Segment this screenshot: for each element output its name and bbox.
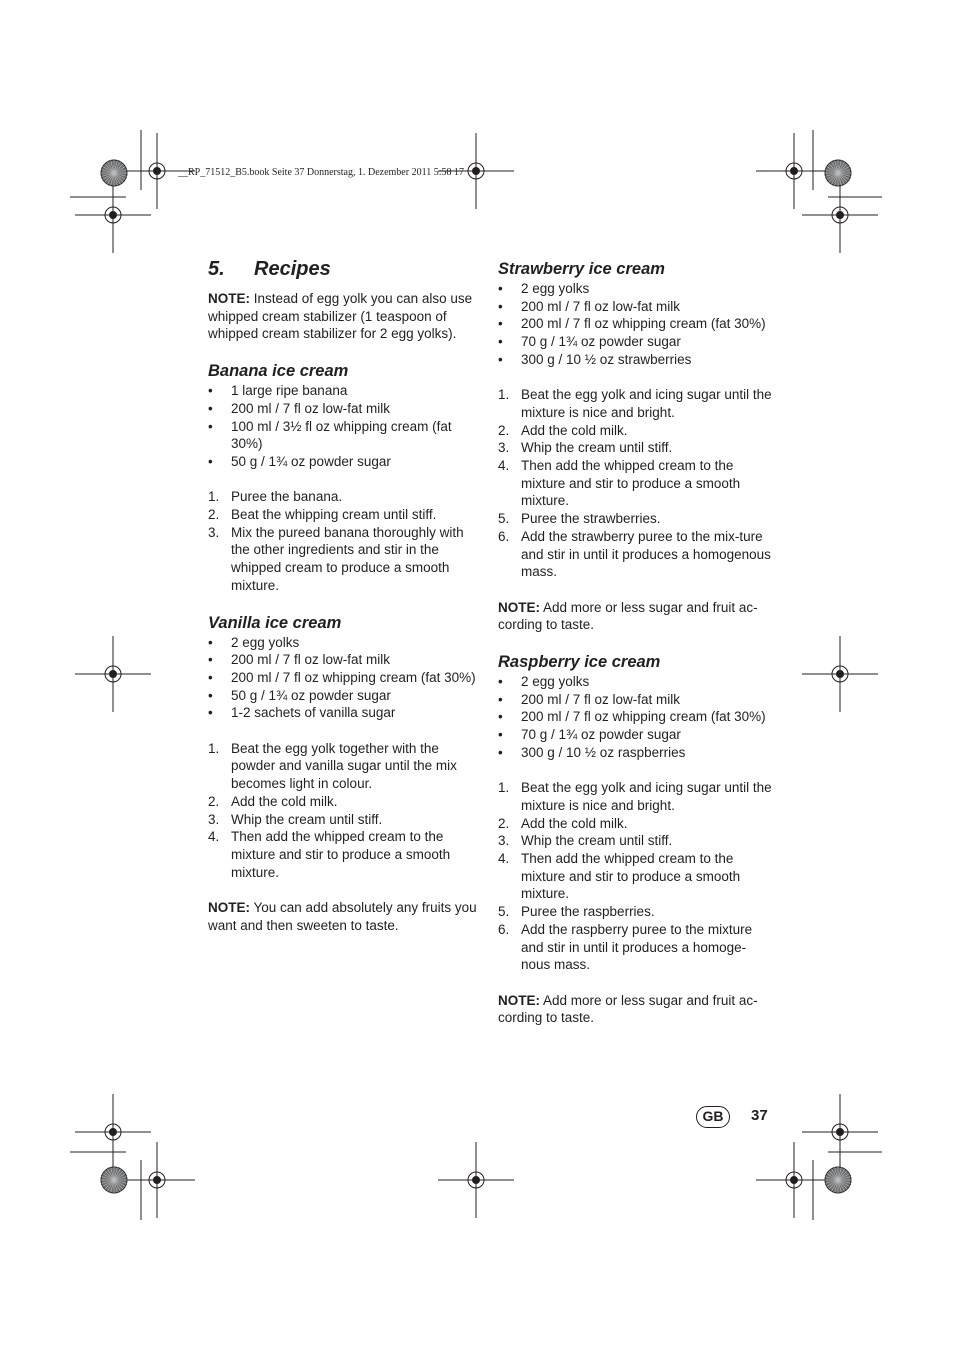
banana-heading: Banana ice cream: [208, 362, 349, 381]
banana-ingredients: [208, 382, 480, 471]
list-item: • 200 ml / 7 fl oz low-fat milk: [208, 400, 391, 416]
registration-mark-icon: [802, 636, 878, 712]
vanilla-ingredients: [208, 634, 480, 723]
raspberry-steps: [498, 779, 773, 974]
list-item: • 2 egg yolks: [498, 281, 590, 296]
strawberry-note: NOTE: Add more or less sugar and fruit ac-cording to taste.: [498, 599, 758, 633]
list-item: 3. Mix the pureed banana thoroughly with the other ingredients and stir in the whipped cream to produce a smooth mixture.: [208, 524, 464, 593]
chapter-title-text: Recipes: [254, 258, 331, 280]
registration-mark-icon: [756, 133, 832, 209]
registration-mark-icon: [802, 1094, 878, 1170]
strawberry-steps: [498, 386, 773, 581]
list-item: 3. Whip the cream until stiff.: [498, 440, 673, 456]
page-number: 37: [751, 1107, 768, 1124]
raspberry-note: NOTE: Add more or less sugar and fruit ac-cording to taste.: [498, 992, 758, 1026]
list-item: 5. Puree the strawberries.: [498, 511, 661, 527]
list-item: 6. Add the strawberry puree to the mix-ture and stir in until it produces a homogenous mass.: [498, 528, 771, 580]
list-item: • 1-2 sachets of vanilla sugar: [208, 705, 396, 721]
print-slug: __RP_71512_B5.book Seite 37 Donnerstag, 1. Dezember 2011 5:58 17: [178, 167, 464, 178]
list-item: • 50 g / 1¾ oz powder sugar: [208, 687, 391, 703]
banana-steps: [208, 488, 480, 594]
list-item: 2. Add the cold milk.: [498, 815, 628, 831]
list-item: • 70 g / 1¾ oz powder sugar: [498, 727, 681, 743]
list-item: 2. Add the cold milk.: [498, 422, 628, 438]
color-bar-circle-icon: [825, 1167, 851, 1193]
list-item: 4. Then add the whipped cream to the mixture and stir to produce a smooth mixture.: [498, 458, 741, 509]
list-item: 3. Whip the cream until stiff.: [498, 833, 673, 849]
list-item: • 200 ml / 7 fl oz whipping cream (fat 30%): [498, 316, 766, 332]
country-badge: GB: [696, 1106, 730, 1128]
list-item: 1. Puree the banana.: [208, 489, 343, 505]
list-item: 6. Add the raspberry puree to the mixture and stir in until it produces a homoge-nous mass.: [498, 921, 753, 973]
strawberry-ingredients: [498, 280, 773, 369]
vanilla-heading: Vanilla ice cream: [208, 613, 342, 632]
list-item: • 200 ml / 7 fl oz low-fat milk: [498, 298, 681, 314]
list-item: 1. Beat the egg yolk and icing sugar until the mixture is nice and bright.: [498, 780, 772, 813]
raspberry-heading: Raspberry ice cream: [498, 653, 661, 672]
list-item: • 50 g / 1¾ oz powder sugar: [208, 453, 391, 469]
color-bar-circle-icon: [825, 160, 851, 186]
list-item: 5. Puree the raspberries.: [498, 904, 655, 920]
list-item: • 300 g / 10 ½ oz strawberries: [498, 351, 692, 367]
chapter-number: 5.: [208, 258, 225, 280]
list-item: • 1 large ripe banana: [208, 383, 348, 399]
list-item: 2. Add the cold milk.: [208, 793, 338, 809]
list-item: • 2 egg yolks: [208, 634, 300, 650]
vanilla-steps: [208, 740, 480, 882]
registration-mark-icon: [75, 177, 151, 253]
registration-mark-icon: [75, 636, 151, 712]
list-item: 3. Whip the cream until stiff.: [208, 811, 383, 827]
list-item: 1. Beat the egg yolk together with the powder and vanilla sugar until the mix becomes light in colour.: [208, 740, 457, 792]
list-item: 4. Then add the whipped cream to the mixture and stir to produce a smooth mixture.: [498, 851, 741, 902]
list-item: 2. Beat the whipping cream until stiff.: [208, 507, 437, 523]
right-column: [498, 258, 773, 1027]
list-item: • 2 egg yolks: [498, 674, 590, 690]
registration-mark-icon: [75, 1094, 151, 1170]
list-item: • 300 g / 10 ½ oz raspberries: [498, 744, 686, 760]
intro-note: NOTE: Instead of egg yolk you can also use whipped cream stabilizer (1 teaspoon of whipped cream stabilizer for 2 egg yolks).: [208, 291, 473, 342]
list-item: 4. Then add the whipped cream to the mixture and stir to produce a smooth mixture.: [208, 829, 451, 880]
list-item: • 200 ml / 7 fl oz whipping cream (fat 30%): [498, 709, 766, 725]
chapter-title: [208, 258, 480, 281]
registration-mark-icon: [756, 1142, 832, 1218]
raspberry-ingredients: [498, 673, 773, 762]
registration-mark-icon: [119, 1142, 195, 1218]
list-item: • 200 ml / 7 fl oz whipping cream (fat 30%): [208, 669, 476, 685]
list-item: 1. Beat the egg yolk and icing sugar until the mixture is nice and bright.: [498, 387, 772, 420]
list-item: • 200 ml / 7 fl oz low-fat milk: [208, 652, 391, 668]
left-column: [208, 258, 480, 934]
color-bar-circle-icon: [101, 160, 127, 186]
color-bar-circle-icon: [101, 1167, 127, 1193]
registration-mark-icon: [438, 1142, 514, 1218]
strawberry-heading: Strawberry ice cream: [498, 260, 665, 278]
vanilla-note: NOTE: You can add absolutely any fruits you want and then sweeten to taste.: [208, 900, 477, 933]
list-item: • 70 g / 1¾ oz powder sugar: [498, 334, 681, 350]
list-item: • 200 ml / 7 fl oz low-fat milk: [498, 691, 681, 707]
list-item: • 100 ml / 3½ fl oz whipping cream (fat 30%): [208, 418, 452, 452]
